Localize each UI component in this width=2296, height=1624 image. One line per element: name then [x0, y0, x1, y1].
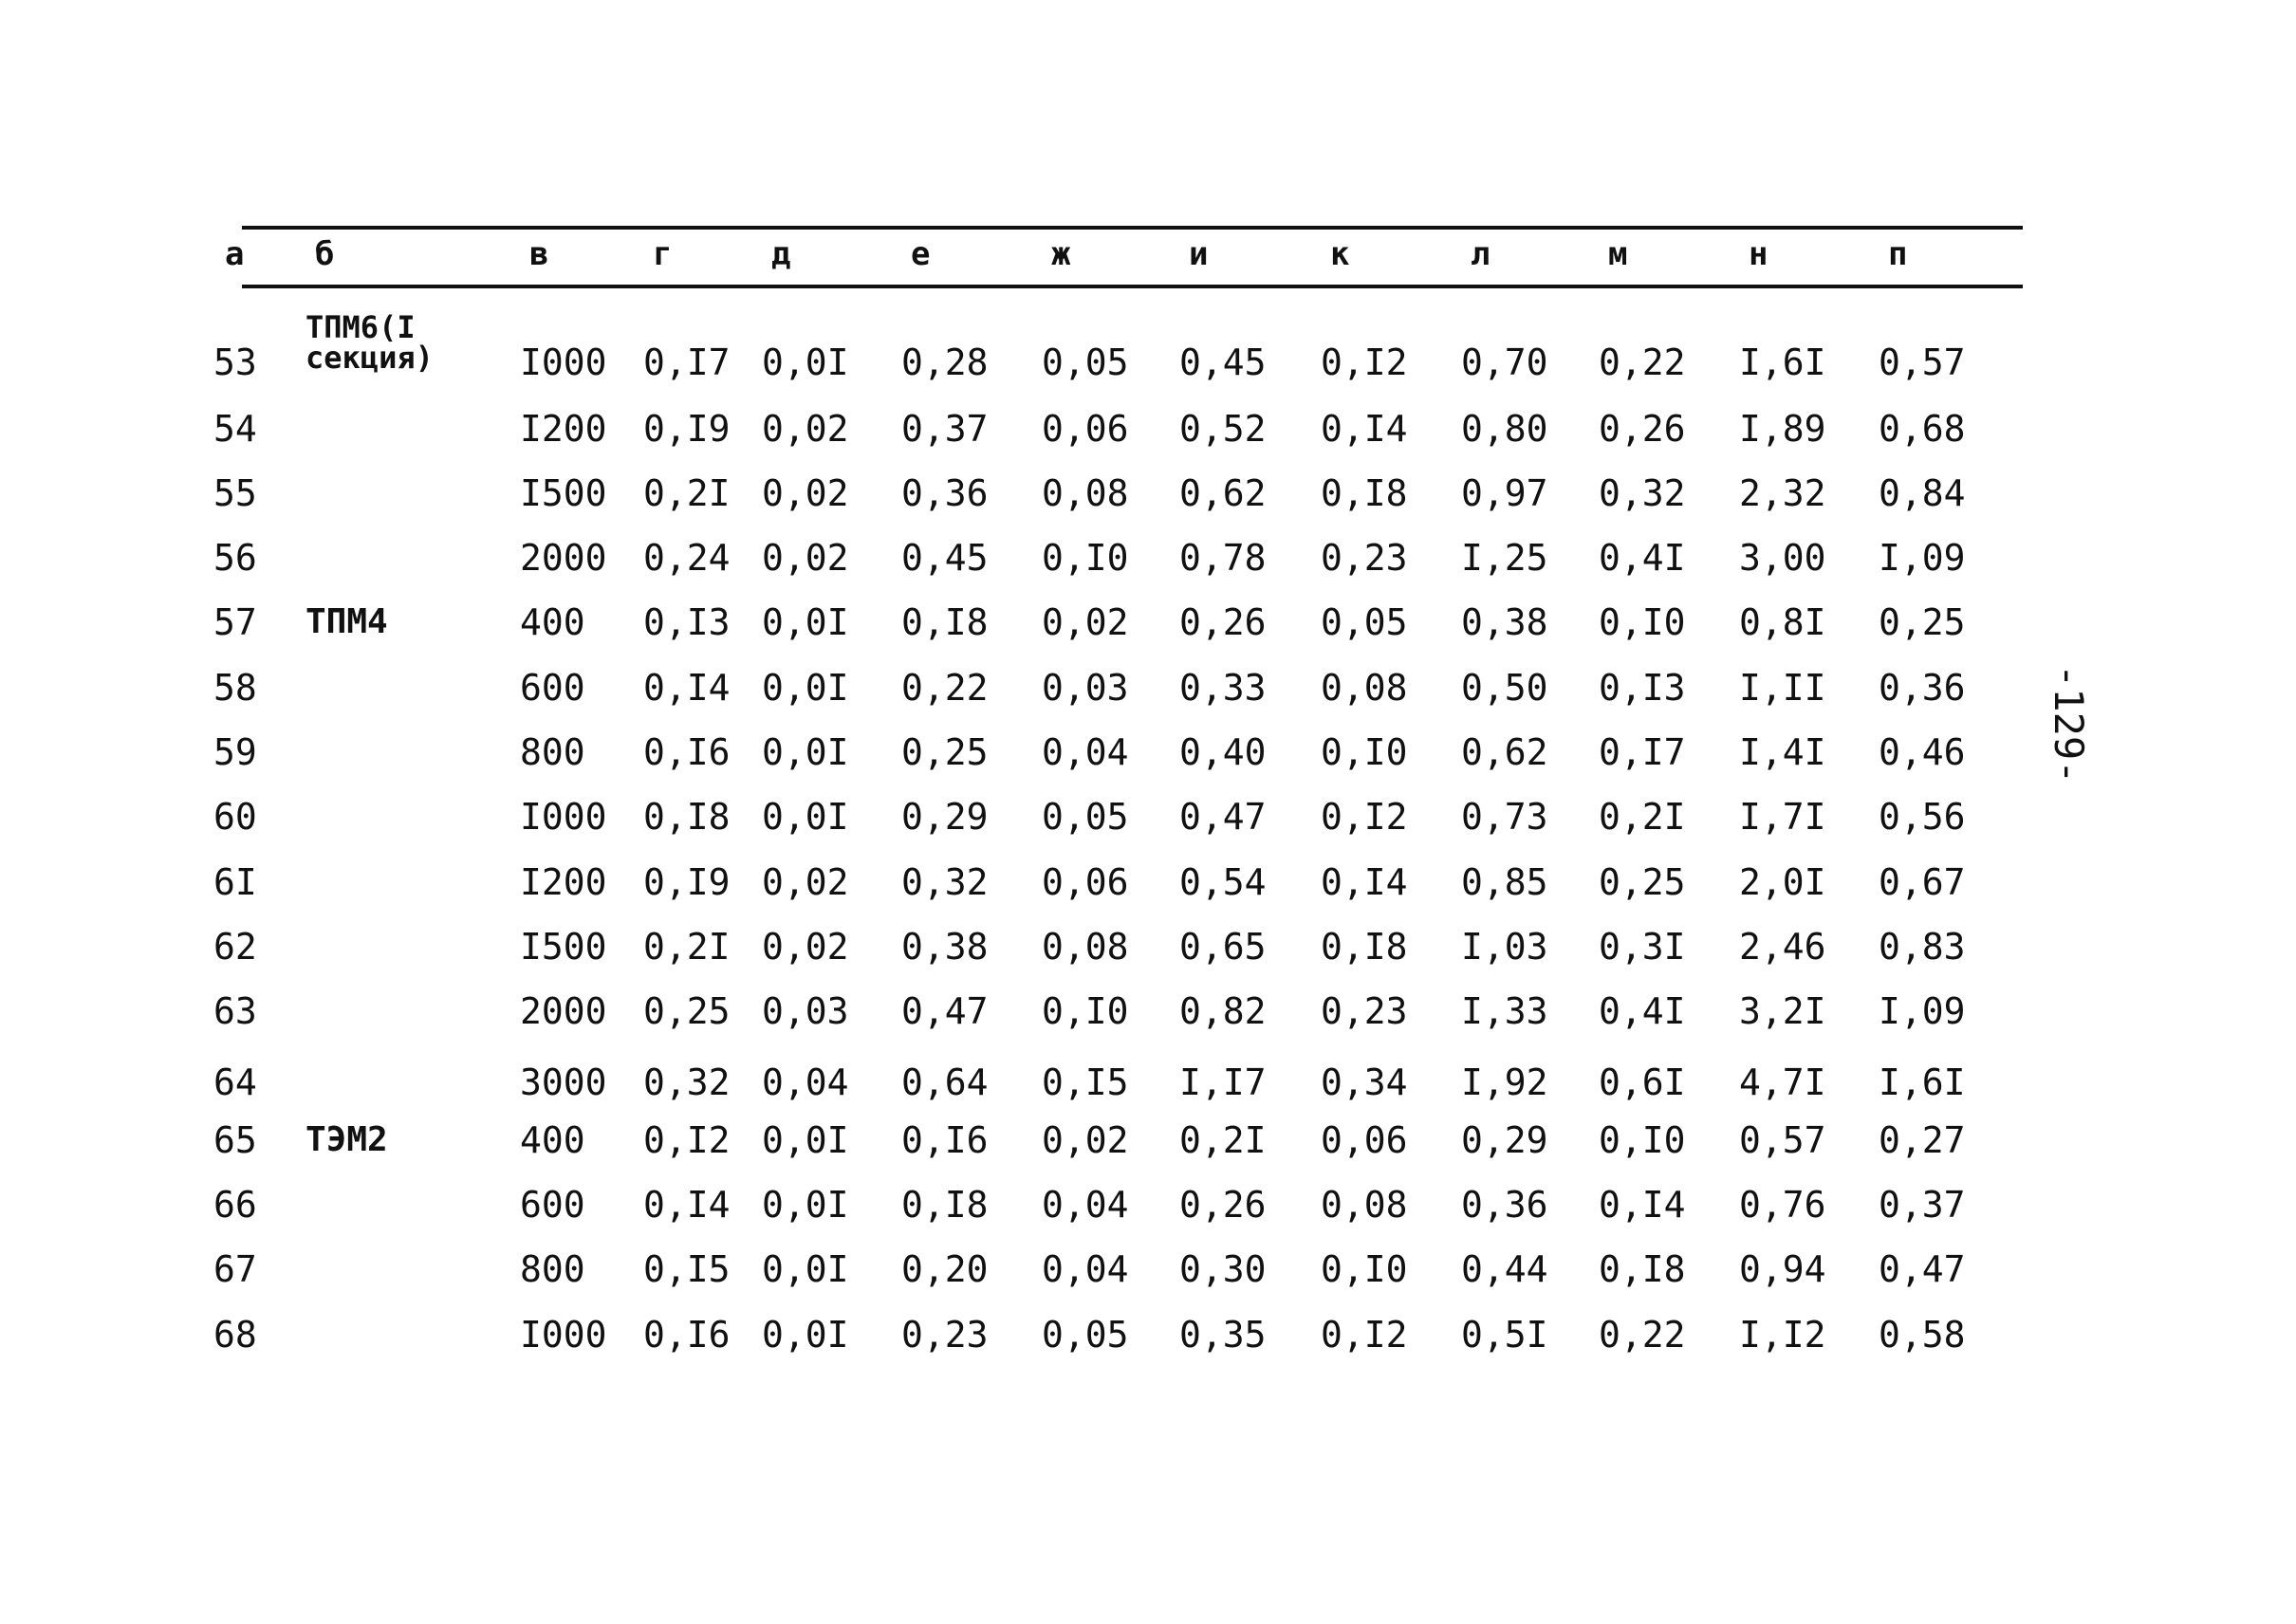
row-number: 66 [213, 1184, 257, 1226]
table-cell: 400 [520, 1119, 585, 1161]
table-cell: 0,05 [1042, 341, 1129, 383]
table-cell: 0,02 [762, 861, 849, 903]
table-cell: 0,02 [762, 472, 849, 514]
table-cell: 0,67 [1879, 861, 1966, 903]
row-number: 57 [213, 601, 257, 643]
table-cell: I,II [1739, 667, 1826, 709]
table-cell: I000 [520, 341, 607, 383]
column-header: к [1330, 235, 1350, 273]
table-cell: 0,25 [1599, 861, 1686, 903]
table-cell: 0,47 [901, 990, 989, 1032]
table-cell: 0,20 [901, 1248, 989, 1290]
table-cell: I200 [520, 861, 607, 903]
table-cell: 0,08 [1321, 667, 1408, 709]
table-cell: 0,58 [1879, 1314, 1966, 1356]
table-cell: 800 [520, 731, 585, 773]
row-number: 56 [213, 537, 257, 579]
table-cell: 0,0I [762, 341, 849, 383]
table-cell: 0,I2 [1321, 796, 1408, 838]
table-cell: 0,26 [1179, 601, 1267, 643]
column-header: ж [1051, 235, 1071, 273]
table-cell: 0,05 [1042, 1314, 1129, 1356]
table-cell: 0,82 [1179, 990, 1267, 1032]
row-number: 68 [213, 1314, 257, 1356]
table-cell: 4,7I [1739, 1061, 1826, 1103]
table-cell: 0,4I [1599, 537, 1686, 579]
table-cell: 0,56 [1879, 796, 1966, 838]
table-cell: 0,03 [762, 990, 849, 1032]
table-cell: 0,32 [643, 1061, 731, 1103]
table-cell: I200 [520, 408, 607, 450]
table-cell: 0,08 [1042, 926, 1129, 968]
table-cell: 0,I5 [643, 1248, 731, 1290]
table-cell: 0,I2 [1321, 341, 1408, 383]
table-cell: 0,02 [1042, 601, 1129, 643]
table-cell: I500 [520, 926, 607, 968]
table-cell: 0,I0 [1042, 537, 1129, 579]
table-cell: I,09 [1879, 537, 1966, 579]
table-cell: 0,37 [901, 408, 989, 450]
table-cell: I,33 [1461, 990, 1548, 1032]
table-cell: 0,84 [1879, 472, 1966, 514]
table-cell: 0,27 [1879, 1119, 1966, 1161]
row-number: 67 [213, 1248, 257, 1290]
table-cell: 0,02 [1042, 1119, 1129, 1161]
table-cell: 0,08 [1042, 472, 1129, 514]
row-number: 63 [213, 990, 257, 1032]
table-cell: 0,I3 [1599, 667, 1686, 709]
column-header: в [529, 235, 549, 273]
table-cell: I,09 [1879, 990, 1966, 1032]
table-cell: 0,02 [762, 926, 849, 968]
table-cell: I,7I [1739, 796, 1826, 838]
table-cell: 0,I0 [1599, 1119, 1686, 1161]
table-cell: 0,26 [1179, 1184, 1267, 1226]
table-cell: 400 [520, 601, 585, 643]
table-cell: 0,4I [1599, 990, 1686, 1032]
table-cell: 0,57 [1879, 341, 1966, 383]
locomotive-name: ТПМ4 [306, 602, 388, 641]
table-cell: 0,37 [1879, 1184, 1966, 1226]
table-cell: 3,00 [1739, 537, 1826, 579]
table-cell: 0,94 [1739, 1248, 1826, 1290]
table-cell: 0,22 [1599, 341, 1686, 383]
table-cell: 0,0I [762, 601, 849, 643]
table-cell: 0,30 [1179, 1248, 1267, 1290]
table-cell: 0,44 [1461, 1248, 1548, 1290]
table-cell: 0,23 [1321, 537, 1408, 579]
row-number: 58 [213, 667, 257, 709]
column-header: е [911, 235, 931, 273]
table-cell: 0,78 [1179, 537, 1267, 579]
table-cell: I000 [520, 1314, 607, 1356]
table-cell: 0,I6 [643, 1314, 731, 1356]
row-number: 62 [213, 926, 257, 968]
column-header: н [1749, 235, 1768, 273]
table-cell: 0,04 [1042, 731, 1129, 773]
table-cell: 0,64 [901, 1061, 989, 1103]
table-cell: 0,47 [1179, 796, 1267, 838]
table-cell: 0,29 [901, 796, 989, 838]
column-header: г [653, 235, 673, 273]
table-cell: 0,6I [1599, 1061, 1686, 1103]
table-cell: 0,54 [1179, 861, 1267, 903]
table-cell: 0,34 [1321, 1061, 1408, 1103]
table-cell: 0,33 [1179, 667, 1267, 709]
table-cell: 0,83 [1879, 926, 1966, 968]
row-number: 65 [213, 1119, 257, 1161]
table-cell: 0,8I [1739, 601, 1826, 643]
table-cell: 0,50 [1461, 667, 1548, 709]
table-cell: 0,I9 [643, 408, 731, 450]
table-cell: 0,47 [1879, 1248, 1966, 1290]
table-cell: 0,23 [1321, 990, 1408, 1032]
table-cell: 0,25 [1879, 601, 1966, 643]
table-cell: 0,65 [1179, 926, 1267, 968]
table-cell: 0,0I [762, 1184, 849, 1226]
table-cell: 0,2I [1599, 796, 1686, 838]
table-cell: 0,97 [1461, 472, 1548, 514]
table-cell: 0,3I [1599, 926, 1686, 968]
table-cell: I,4I [1739, 731, 1826, 773]
table-cell: I,I2 [1739, 1314, 1826, 1356]
table-cell: 0,36 [901, 472, 989, 514]
table-cell: 0,35 [1179, 1314, 1267, 1356]
row-number: 64 [213, 1061, 257, 1103]
table-cell: 0,23 [901, 1314, 989, 1356]
table-cell: 0,45 [1179, 341, 1267, 383]
table-cell: 0,70 [1461, 341, 1548, 383]
table-cell: 0,25 [901, 731, 989, 773]
table-cell: 2,0I [1739, 861, 1826, 903]
table-cell: 0,I0 [1321, 731, 1408, 773]
table-cell: 0,06 [1042, 408, 1129, 450]
table-cell: 0,38 [1461, 601, 1548, 643]
page-number: -129- [2046, 664, 2092, 784]
table-cell: 0,05 [1321, 601, 1408, 643]
table-cell: 0,02 [762, 537, 849, 579]
table-cell: 0,73 [1461, 796, 1548, 838]
table-cell: 0,24 [643, 537, 731, 579]
column-header: м [1608, 235, 1628, 273]
table-cell: 0,76 [1739, 1184, 1826, 1226]
table-cell: 0,2I [1179, 1119, 1267, 1161]
table-cell: 0,I8 [901, 601, 989, 643]
table-cell: 0,I5 [1042, 1061, 1129, 1103]
table-cell: I,I7 [1179, 1061, 1267, 1103]
table-cell: 0,04 [762, 1061, 849, 1103]
table-cell: 0,62 [1179, 472, 1267, 514]
table-cell: 0,2I [643, 472, 731, 514]
row-number: 54 [213, 408, 257, 450]
locomotive-name: ТПМ6(I [306, 309, 416, 345]
table-cell: 0,I9 [643, 861, 731, 903]
row-number: 59 [213, 731, 257, 773]
table-cell: 0,2I [643, 926, 731, 968]
table-cell: 0,I7 [643, 341, 731, 383]
table-cell: 0,I6 [901, 1119, 989, 1161]
table-cell: 0,I4 [1321, 861, 1408, 903]
table-cell: 2000 [520, 537, 607, 579]
table-cell: 0,I8 [1321, 926, 1408, 968]
table-cell: 0,28 [901, 341, 989, 383]
row-number: 53 [213, 341, 257, 383]
table-cell: 0,45 [901, 537, 989, 579]
table-cell: 0,04 [1042, 1248, 1129, 1290]
table-cell: 0,36 [1461, 1184, 1548, 1226]
table-cell: 3,2I [1739, 990, 1826, 1032]
column-header: а [225, 235, 245, 273]
table-cell: 0,5I [1461, 1314, 1548, 1356]
column-header: п [1888, 235, 1908, 273]
table-cell: 0,22 [1599, 1314, 1686, 1356]
table-cell: 0,46 [1879, 731, 1966, 773]
row-number: 6I [213, 861, 257, 903]
table-cell: 0,40 [1179, 731, 1267, 773]
table-cell: 0,36 [1879, 667, 1966, 709]
row-number: 55 [213, 472, 257, 514]
table-cell: 0,80 [1461, 408, 1548, 450]
table-cell: 0,I0 [1599, 601, 1686, 643]
table-cell: I,92 [1461, 1061, 1548, 1103]
table-cell: 0,32 [901, 861, 989, 903]
table-cell: 2000 [520, 990, 607, 1032]
table-cell: 600 [520, 667, 585, 709]
table-cell: 0,I4 [643, 667, 731, 709]
table-cell: 0,04 [1042, 1184, 1129, 1226]
table-cell: 0,0I [762, 1119, 849, 1161]
table-cell: I500 [520, 472, 607, 514]
table-cell: I,03 [1461, 926, 1548, 968]
locomotive-name: ТЭМ2 [306, 1120, 388, 1159]
table-cell: 0,I3 [643, 601, 731, 643]
table-cell: I,6I [1879, 1061, 1966, 1103]
table-cell: 2,46 [1739, 926, 1826, 968]
table-cell: 0,0I [762, 796, 849, 838]
table-cell: 0,I8 [643, 796, 731, 838]
table-cell: 0,I2 [1321, 1314, 1408, 1356]
table-cell: 0,I7 [1599, 731, 1686, 773]
table-cell: 0,I0 [1042, 990, 1129, 1032]
table-cell: 0,I8 [1599, 1248, 1686, 1290]
column-header: л [1471, 235, 1491, 273]
table-cell: 0,68 [1879, 408, 1966, 450]
table-cell: 0,05 [1042, 796, 1129, 838]
table-cell: 0,I4 [643, 1184, 731, 1226]
table-cell: 0,I0 [1321, 1248, 1408, 1290]
table-cell: 0,06 [1321, 1119, 1408, 1161]
table-cell: 0,I6 [643, 731, 731, 773]
table-cell: I000 [520, 796, 607, 838]
row-number: 60 [213, 796, 257, 838]
table-cell: 0,0I [762, 1314, 849, 1356]
table-cell: 0,22 [901, 667, 989, 709]
table-cell: 0,25 [643, 990, 731, 1032]
table-cell: 0,57 [1739, 1119, 1826, 1161]
table-cell: 0,02 [762, 408, 849, 450]
table-cell: 0,I8 [901, 1184, 989, 1226]
table-cell: 0,06 [1042, 861, 1129, 903]
table-cell: 0,29 [1461, 1119, 1548, 1161]
table-cell: 0,0I [762, 667, 849, 709]
column-header: и [1189, 235, 1209, 273]
column-header: д [771, 235, 791, 273]
table-cell: 3000 [520, 1061, 607, 1103]
column-header: б [315, 235, 335, 273]
table-cell: 800 [520, 1248, 585, 1290]
table-cell: 2,32 [1739, 472, 1826, 514]
table-cell: 0,26 [1599, 408, 1686, 450]
table-cell: 0,38 [901, 926, 989, 968]
table-cell: 0,I8 [1321, 472, 1408, 514]
table-cell: 0,I2 [643, 1119, 731, 1161]
table-cell: 0,85 [1461, 861, 1548, 903]
table-cell: 0,0I [762, 731, 849, 773]
table-cell: 0,I4 [1599, 1184, 1686, 1226]
table-cell: 600 [520, 1184, 585, 1226]
table-cell: I,6I [1739, 341, 1826, 383]
table-cell: 0,03 [1042, 667, 1129, 709]
table-cell: 0,52 [1179, 408, 1267, 450]
table-cell: 0,I4 [1321, 408, 1408, 450]
table-cell: 0,08 [1321, 1184, 1408, 1226]
table-cell: I,89 [1739, 408, 1826, 450]
table-cell: I,25 [1461, 537, 1548, 579]
locomotive-name-continued: секция) [306, 340, 434, 376]
table-cell: 0,0I [762, 1248, 849, 1290]
table-cell: 0,32 [1599, 472, 1686, 514]
table-cell: 0,62 [1461, 731, 1548, 773]
